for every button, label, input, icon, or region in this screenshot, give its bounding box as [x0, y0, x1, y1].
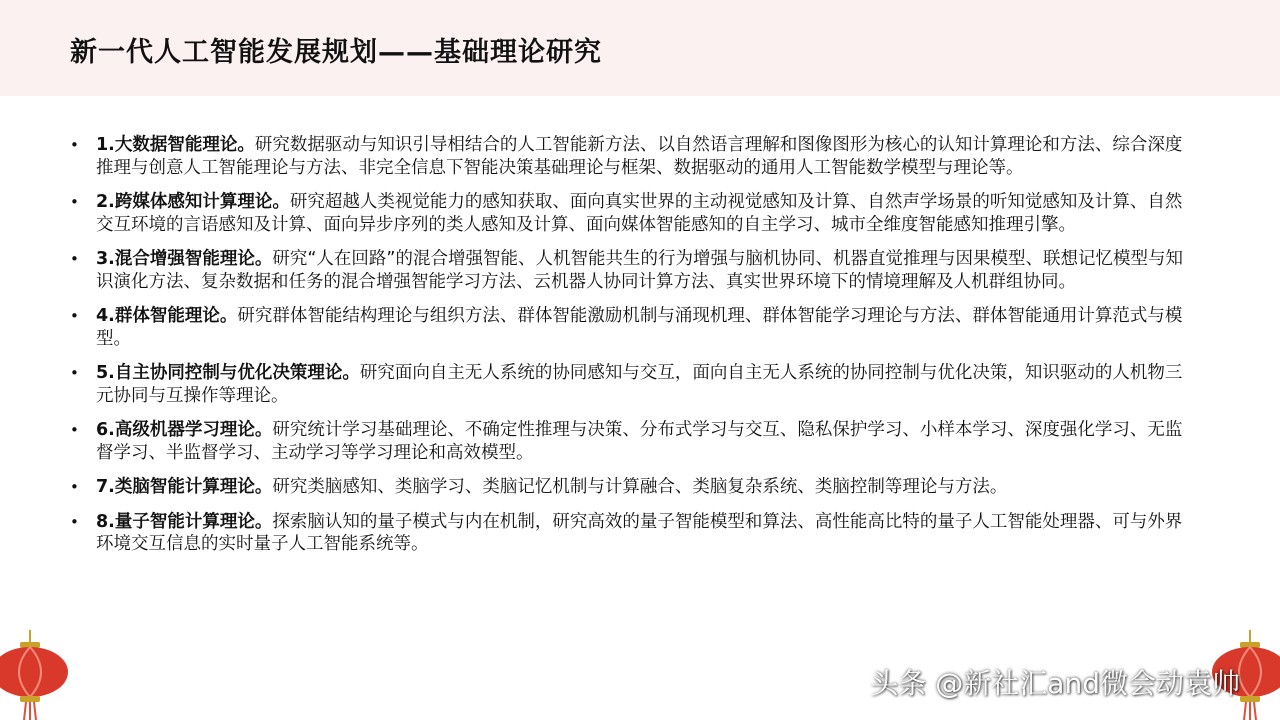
item-heading: 5.自主协同控制与优化决策理论。: [96, 363, 360, 383]
item-text: 研究统计学习基础理论、不确定性推理与决策、分布式学习与交互、隐私保护学习、小样本学习、深度强化学习、无监督学习、半监督学习、主动学习等学习理论和高效模型。: [96, 420, 1183, 463]
item-text: 探索脑认知的量子模式与内在机制，研究高效的量子智能模型和算法、高性能高比特的量子人工智能处理器、可与外界环境交互信息的实时量子人工智能系统等。: [96, 511, 1183, 554]
item-text: 研究类脑感知、类脑学习、类脑记忆机制与计算融合、类脑复杂系统、类脑控制等理论与方法。: [272, 477, 1008, 497]
bullet: •: [70, 512, 79, 531]
item-text: 研究群体智能结构理论与组织方法、群体智能激励机制与涌现机理、群体智能学习理论与方法、群体智能通用计算范式与模型。: [96, 306, 1183, 349]
list-item: [68, 248, 1198, 293]
title-bar: [0, 0, 1280, 96]
watermark: 头条 @新社汇and微会动袁帅: [870, 667, 1240, 700]
item-heading: 7.类脑智能计算理论。: [96, 477, 273, 497]
list-item: [68, 476, 1198, 499]
list-item: [68, 134, 1198, 179]
bullet: •: [70, 364, 79, 382]
item-heading: 1.大数据智能理论。: [96, 135, 255, 155]
lantern-icon: [0, 630, 70, 720]
item-text: 研究超越人类视觉能力的感知获取、面向真实世界的主动视觉感知及计算、自然声学场景的听知觉感知及计算、自然交互环境的言语感知及计算、面向异步序列的类人感知及计算、面向媒体智能感知的自主学习、城市全维度智能感知推理引擎。: [96, 192, 1183, 235]
list-item: [68, 191, 1198, 236]
list-item: [68, 362, 1198, 407]
bullet: •: [70, 136, 79, 154]
item-heading: 6.高级机器学习理论。: [96, 420, 273, 440]
item-text: 研究面向自主无人系统的协同感知与交互，面向自主无人系统的协同控制与优化决策，知识驱动的人机物三元协同与互操作等理论。: [96, 363, 1183, 406]
bullet: •: [70, 421, 79, 439]
item-heading: 8.量子智能计算理论。: [96, 511, 273, 532]
bullet: •: [70, 250, 79, 268]
bullet: •: [70, 307, 79, 325]
item-text: 研究“人在回路”的混合增强智能、人机智能共生的行为增强与脑机协同、机器直觉推理与因果模型、联想记忆模型与知识演化方法、复杂数据和任务的混合增强智能学习方法、云机器人协同计算方法、真实世界环境下的情境理解及人机群组协同。: [96, 249, 1183, 292]
list-item: [68, 511, 1198, 556]
item-heading: 3.混合增强智能理论。: [96, 249, 273, 269]
slide-title: 新一代人工智能发展规划——基础理论研究: [70, 37, 602, 68]
item-heading: 4.群体智能理论。: [96, 306, 238, 326]
theory-list: [68, 134, 1198, 568]
list-item: [68, 419, 1198, 464]
bullet: •: [70, 478, 79, 496]
item-heading: 2.跨媒体感知计算理论。: [96, 192, 290, 212]
list-item: [68, 305, 1198, 350]
item-text: 研究数据驱动与知识引导相结合的人工智能新方法、以自然语言理解和图像图形为核心的认知计算理论和方法、综合深度推理与创意人工智能理论与方法、非完全信息下智能决策基础理论与框架、数据驱动的通用人工智能数学模型与理论等。: [96, 135, 1183, 178]
bullet: •: [70, 193, 79, 211]
